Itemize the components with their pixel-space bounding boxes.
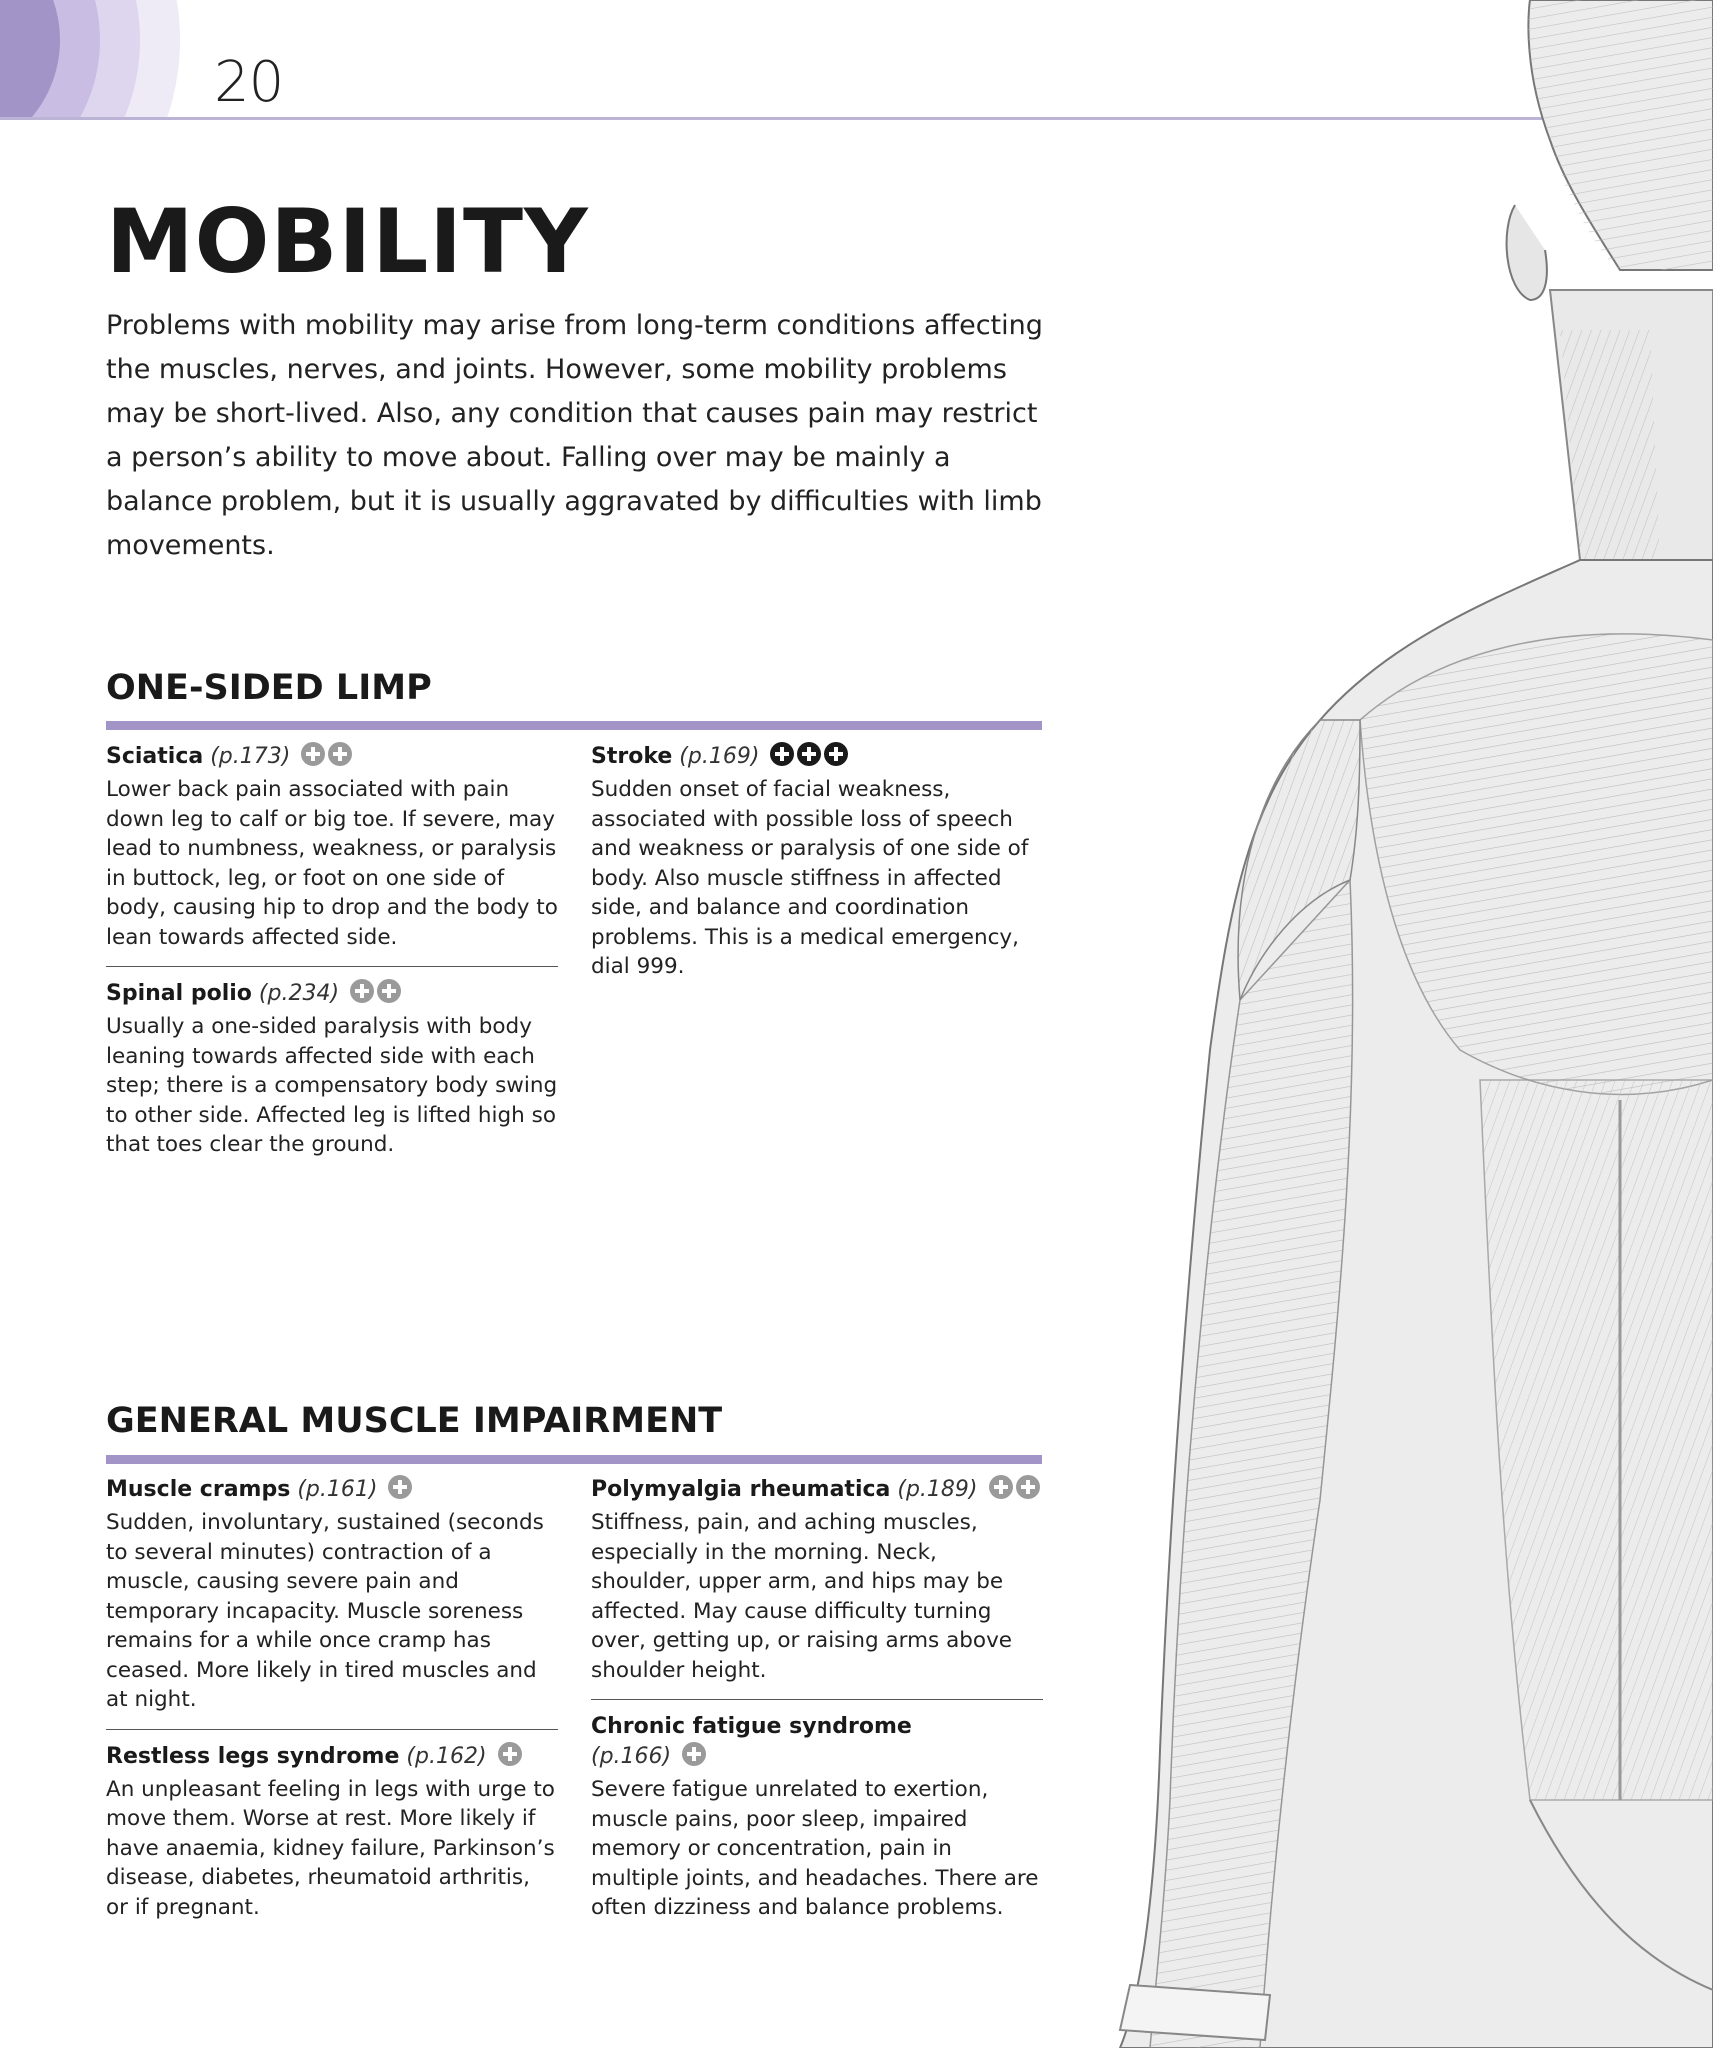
entry-title xyxy=(106,1475,558,1508)
condition-name: Stroke xyxy=(591,744,673,769)
condition-description: Usually a one-sided paralysis with body leaning towards affected side with each step; there is a compensatory body swing to other side. Affected leg is lifted high so that toes clear the ground. xyxy=(106,1014,558,1157)
entry-title xyxy=(591,742,1043,775)
plus-circle-icon xyxy=(1016,1475,1040,1499)
plus-circle-icon xyxy=(377,979,401,1003)
entry-spinal-polio xyxy=(106,979,558,1160)
plus-circle-icon xyxy=(682,1742,706,1766)
condition-name: Muscle cramps xyxy=(106,1477,291,1502)
condition-description: An unpleasant feeling in legs with urge to move them. Worse at rest. More likely if have anaemia, kidney failure, Parkinson’s disease, diabetes, rheumatoid arthritis, or if pregnant. xyxy=(106,1776,555,1920)
section-rule xyxy=(106,1455,1042,1464)
severity-icons xyxy=(682,1742,709,1775)
column-right xyxy=(591,1475,1043,1923)
plus-circle-icon xyxy=(388,1475,412,1499)
page-title: MOBILITY xyxy=(106,190,589,293)
section-title-general-muscle-impairment: GENERAL MUSCLE IMPAIRMENT xyxy=(106,1401,723,1441)
condition-name: Spinal polio xyxy=(106,981,252,1006)
severity-icons xyxy=(770,742,851,775)
plus-circle-icon xyxy=(824,742,848,766)
entry-title xyxy=(106,742,558,775)
condition-description: Stiffness, pain, and aching muscles, especially in the morning. Neck, shoulder, upper arm, and hips may be affected. May cause difficulty turning over, getting up, or raising arms above shoulder height. xyxy=(591,1510,1013,1683)
entry-sciatica xyxy=(106,742,558,952)
page-reference: (p.169) xyxy=(679,744,760,769)
entry-restless-legs xyxy=(106,1742,558,1923)
entry-polymyalgia xyxy=(591,1475,1043,1685)
condition-description: Severe fatigue unrelated to exertion, muscle pains, poor sleep, impaired memory or concentration, pain in multiple joints, and headaches. There are often dizziness and balance problems. xyxy=(591,1777,1039,1920)
column-left xyxy=(106,1475,558,1922)
section-title-one-sided-limp: ONE-SIDED LIMP xyxy=(106,668,432,708)
plus-circle-icon xyxy=(328,742,352,766)
plus-circle-icon xyxy=(498,1742,522,1766)
plus-circle-icon xyxy=(301,742,325,766)
header-tab-decoration xyxy=(0,0,180,120)
severity-icons xyxy=(498,1742,525,1775)
section-rule xyxy=(106,721,1042,730)
intro-paragraph: Problems with mobility may arise from long-term conditions affecting the muscles, nerves, and joints. However, some mobility problems may be short-lived. Also, any condition that causes pain may restrict a person’s ability to move about. Falling over may be mainly a balance problem, but it is usually aggravated by difficulties with limb movements. xyxy=(106,310,1043,561)
plus-circle-icon xyxy=(350,979,374,1003)
plus-circle-icon xyxy=(989,1475,1013,1499)
column-left xyxy=(106,742,558,1160)
page-number: 20 xyxy=(214,50,284,115)
severity-icons xyxy=(388,1475,415,1508)
severity-icons xyxy=(989,1475,1043,1508)
plus-circle-icon xyxy=(797,742,821,766)
entry-divider xyxy=(106,1729,558,1730)
muscular-system-illustration xyxy=(1060,0,1713,2048)
entry-title xyxy=(591,1475,1043,1508)
entry-divider xyxy=(591,1699,1043,1700)
condition-description: Sudden onset of facial weakness, associated with possible loss of speech and weakness or paralysis of one side of body. Also muscle stiffness in affected side, and balance and coordination problems. This is a medical emergency, dial 999. xyxy=(591,777,1029,979)
entry-divider xyxy=(106,966,558,967)
entry-title xyxy=(591,1712,1043,1775)
page-reference: (p.234) xyxy=(258,981,340,1006)
page-reference: (p.161) xyxy=(297,1477,378,1502)
entry-muscle-cramps xyxy=(106,1475,558,1715)
entry-title xyxy=(106,1742,558,1775)
condition-description: Lower back pain associated with pain down leg to calf or big toe. If severe, may lead to numbness, weakness, or paralysis in buttock, leg, or foot on one side of body, causing hip to drop and the body to lean towards affected side. xyxy=(106,777,558,950)
page-reference: (p.189) xyxy=(897,1477,978,1502)
condition-name: Polymyalgia rheumatica xyxy=(591,1477,891,1502)
column-right xyxy=(591,742,1043,982)
page-reference: (p.162) xyxy=(406,1743,487,1769)
condition-name: Chronic fatigue syndrome xyxy=(591,1714,912,1739)
plus-circle-icon xyxy=(770,742,794,766)
condition-description: Sudden, involuntary, sustained (seconds to several minutes) contraction of a muscle, causing severe pain and temporary incapacity. Muscle soreness remains for a while once cramp has ceased. More likely in tired muscles and at night. xyxy=(106,1510,544,1712)
entry-chronic-fatigue xyxy=(591,1712,1043,1923)
entry-title xyxy=(106,979,558,1012)
severity-icons xyxy=(350,979,404,1012)
condition-name: Sciatica xyxy=(106,744,204,769)
page-reference: (p.173) xyxy=(210,744,291,769)
condition-name: Restless legs syndrome xyxy=(106,1743,400,1769)
entry-stroke xyxy=(591,742,1043,982)
page-reference: (p.166) xyxy=(591,1744,672,1769)
severity-icons xyxy=(301,742,355,775)
